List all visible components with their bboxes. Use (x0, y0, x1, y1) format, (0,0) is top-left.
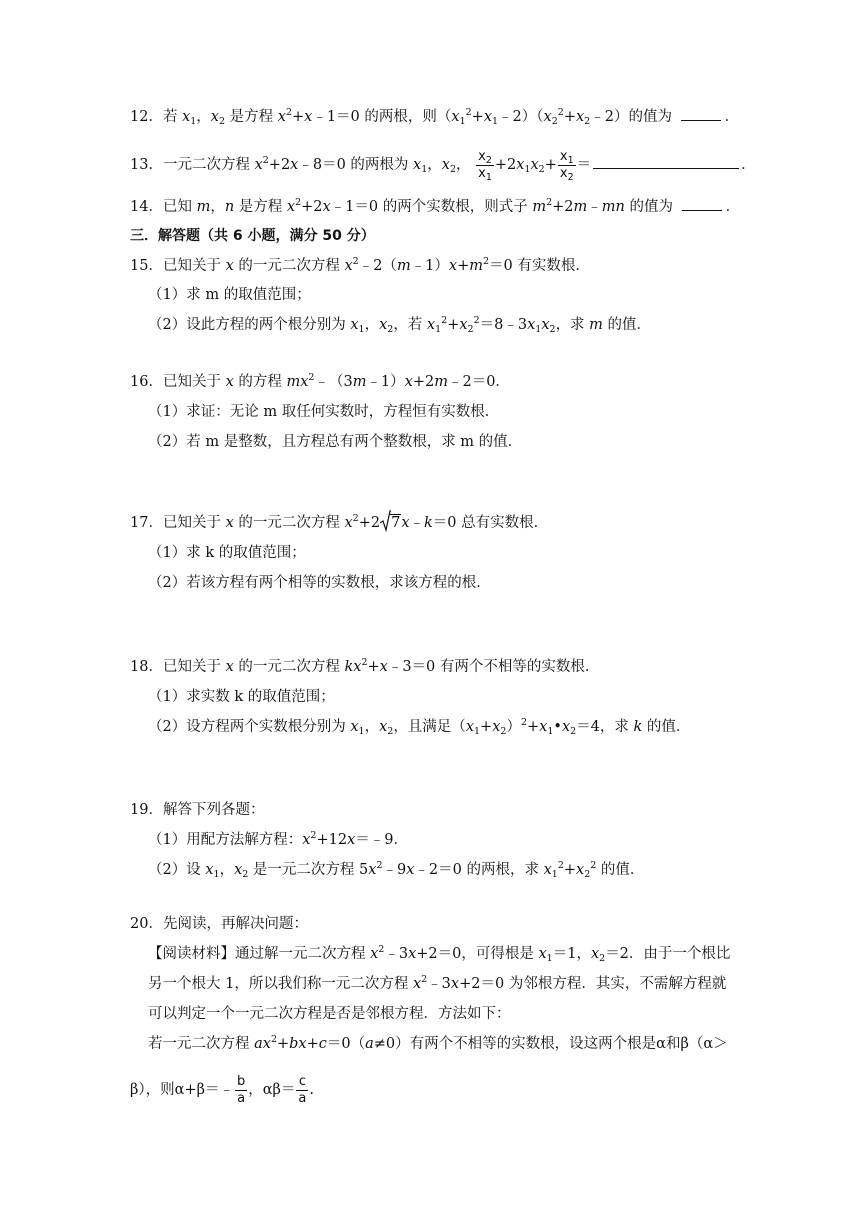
reading-material-line-1: 【阅读材料】通过解一元二次方程 $x^2﹣3x+2=0$，可得根是 $x_1=1$，$x_2=2$．由于一个根比 (148, 944, 731, 964)
problem-18-part-2: （2）设方程两个实数根分别为 $x_1$，$x_2$，且满足$(x_1+x_2)^2+x_1•x_2=4$，求 k 的值． (148, 717, 691, 737)
reading-material-line-5: β），则α+β＝﹣ $\frac{b}{a}$ ，αβ＝ $\frac{c}{a}$ . (130, 1073, 314, 1106)
answer-blank[interactable] (681, 106, 721, 121)
reading-material-line-3: 可以判定一个一元二次方程是否是邻根方程．方法如下： (148, 1006, 511, 1022)
sqrt-7: 7 (380, 513, 401, 533)
problem-14: 14．已知 m，n 是方程 $x^2+2x﹣1=0$ 的两个实数根，则式子 $m^2+2m﹣mn$ 的值为 ． (130, 197, 741, 215)
answer-blank[interactable] (682, 196, 722, 211)
problem-19: 19．解答下列各题： (130, 802, 265, 818)
problem-16: 16．已知关于 x 的方程 $mx^2﹣(3m﹣1)x+2m﹣2=0$． (130, 372, 510, 390)
fraction-x1-over-x2: $\frac{x_1}{x_2}$ (559, 148, 574, 183)
problem-19-part-2: （2）设 $x_1$，$x_2$ 是一元二次方程 $5x^2﹣9x﹣2=0$ 的两根，求 $x_1^2+x_2^2$ 的值． (148, 860, 645, 880)
fraction-c-over-a: $\frac{c}{a}$ (298, 1073, 307, 1106)
reading-material-line-2: 另一个根大 1，所以我们称一元二次方程 $x^2﹣3x+2=0$ 为邻根方程．其实，不需解方程就 (148, 974, 727, 992)
problem-17: 17．已知关于 x 的一元二次方程 $x^2+2$ 7x﹣k＝0 总有实数根． (130, 513, 549, 531)
fraction-b-over-a: $\frac{b}{a}$ (236, 1073, 246, 1106)
section-title: 三．解答题（共 6 小题，满分 50 分） (130, 228, 375, 244)
reading-material-line-4: 若一元二次方程 $ax^2+bx+c=0(a\ne 0)$有两个不相等的实数根，设这两个根是α和β（α＞ (148, 1034, 728, 1052)
problem-16-part-2: （2）若 m 是整数，且方程总有两个整数根，求 m 的值． (148, 434, 523, 450)
fraction-x2-over-x1: $\frac{x_2}{x_1}$ (478, 148, 492, 183)
problem-20: 20．先阅读，再解决问题： (130, 916, 308, 932)
problem-17-part-2: （2）若该方程有两个相等的实数根，求该方程的根． (148, 575, 491, 591)
problem-15-part-1: （1）求 m 的取值范围； (148, 287, 311, 303)
problem-13: 13．一元二次方程 $x^2+2x﹣8=0$ 的两根为 $x_1$，$x_2$， $\frac{x_2}{x_1}$ $+2x_1x_2+$ $\frac{x_1}{x_2}$ ＝ ． (130, 148, 756, 183)
problem-18: 18．已知关于 x 的一元二次方程 $kx^2+x﹣3=0$ 有两个不相等的实数根． (130, 657, 600, 675)
answer-blank[interactable] (593, 154, 739, 169)
problem-17-part-1: （1）求 k 的取值范围； (148, 545, 306, 561)
problem-18-part-1: （1）求实数 k 的取值范围； (148, 689, 335, 705)
problem-16-part-1: （1）求证：无论 m 取任何实数时，方程恒有实数根． (148, 404, 500, 420)
problem-19-part-1: （1）用配方法解方程：$x^2+12x=﹣9$． (148, 830, 408, 848)
problem-15-part-2: （2）设此方程的两个根分别为 $x_1$，$x_2$，若 $x_1^2+x_2^2=8﹣3x_1x_2$，求 m 的值． (148, 315, 652, 335)
problem-12: 12．若 $x_1$，$x_2$ 是方程 $x^2+x﹣1=0$ 的两根，则$(x_1^2+x_1﹣2)(x_2^2+x_2﹣2)$的值为 ． (130, 107, 740, 127)
problem-15: 15．已知关于 x 的一元二次方程 $x^2﹣2(m﹣1)x+m^2=0$ 有实数根． (130, 256, 590, 274)
